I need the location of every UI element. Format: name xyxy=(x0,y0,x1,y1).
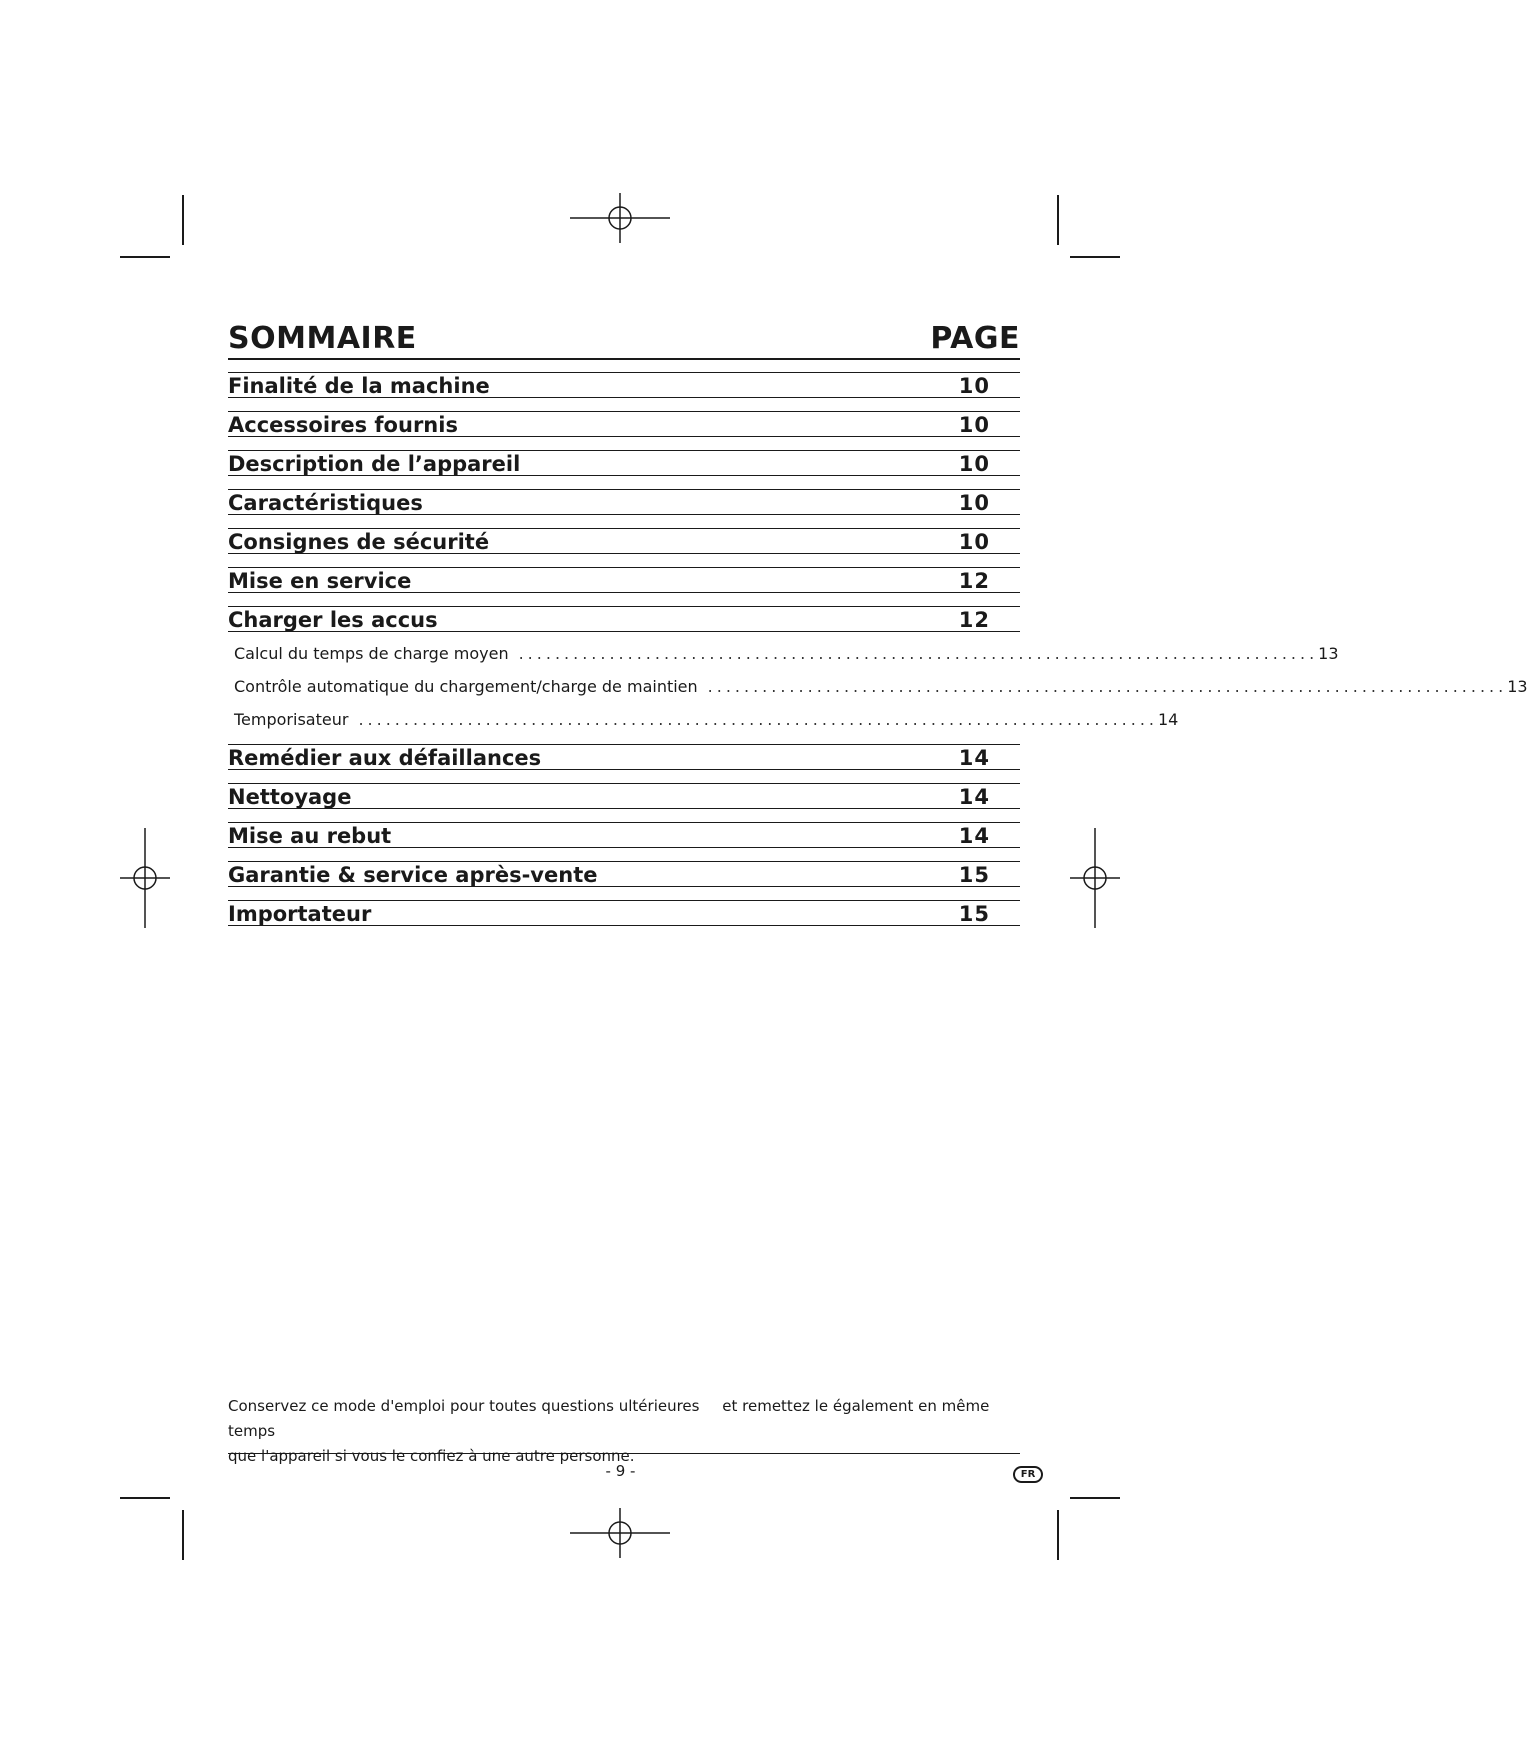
toc-entry[interactable] xyxy=(228,450,1020,476)
table-of-contents xyxy=(228,318,1528,926)
toc-entry-page: 14 xyxy=(958,824,990,848)
footer-note xyxy=(228,1394,1020,1469)
toc-entry[interactable] xyxy=(228,606,1020,632)
toc-entry-page: 10 xyxy=(958,530,990,554)
toc-entry-title: Mise en service xyxy=(228,569,412,593)
footer-note-line-2: que l'appareil si vous le confiez à une autre personne. xyxy=(228,1447,635,1465)
toc-entry-page: 12 xyxy=(958,608,990,632)
crop-mark xyxy=(182,1510,184,1560)
toc-entry[interactable] xyxy=(228,861,1020,887)
toc-page-header: PAGE xyxy=(930,321,1020,356)
toc-entry-page: 10 xyxy=(958,452,990,476)
toc-entry-title: Garantie & service après-vente xyxy=(228,863,598,887)
toc-title: SOMMAIRE xyxy=(228,321,417,356)
registration-mark-icon xyxy=(570,1508,670,1558)
toc-entry-page: 10 xyxy=(958,491,990,515)
toc-entry-page: 15 xyxy=(958,863,990,887)
toc-entry[interactable] xyxy=(228,822,1020,848)
toc-entry[interactable] xyxy=(228,372,1020,398)
registration-mark-icon xyxy=(120,828,170,928)
toc-entry[interactable] xyxy=(228,900,1020,926)
footer-note-part-1: Conservez ce mode d'emploi pour toutes questions ultérieures xyxy=(228,1397,700,1415)
toc-entry-title: Consignes de sécurité xyxy=(228,530,490,554)
toc-subentry-title: Contrôle automatique du chargement/charge de maintien xyxy=(234,677,698,696)
crop-mark xyxy=(182,195,184,245)
toc-entry[interactable] xyxy=(228,528,1020,554)
toc-entry-page: 14 xyxy=(958,746,990,770)
toc-entry-title: Importateur xyxy=(228,902,372,926)
toc-entry[interactable] xyxy=(228,411,1020,437)
toc-entry[interactable] xyxy=(228,744,1020,770)
registration-mark-icon xyxy=(570,193,670,243)
toc-header xyxy=(228,318,1020,360)
registration-mark-icon xyxy=(1070,828,1120,928)
footer-note-line-1 xyxy=(228,1394,1020,1444)
toc-entry-page: 10 xyxy=(958,374,990,398)
crop-mark xyxy=(1057,1510,1059,1560)
language-badge: FR xyxy=(1013,1466,1043,1483)
toc-subentry[interactable] xyxy=(234,707,1179,733)
crop-mark xyxy=(120,1497,170,1499)
footer-rule xyxy=(228,1453,1020,1454)
leader-dots: ........................................................................................ xyxy=(707,677,1508,696)
toc-entry[interactable] xyxy=(228,567,1020,593)
crop-mark xyxy=(120,256,170,258)
toc-entry[interactable] xyxy=(228,489,1020,515)
toc-subentry-page: 13 xyxy=(1507,677,1528,696)
toc-entry-page: 14 xyxy=(958,785,990,809)
toc-subentry-title: Temporisateur xyxy=(234,710,349,729)
toc-entry-page: 12 xyxy=(958,569,990,593)
toc-subentry-page: 14 xyxy=(1158,710,1179,729)
crop-mark xyxy=(1070,1497,1120,1499)
toc-entry-title: Accessoires fournis xyxy=(228,413,458,437)
toc-subentry[interactable] xyxy=(234,641,1339,667)
leader-dots: ........................................................................................ xyxy=(518,644,1319,663)
crop-mark xyxy=(1070,256,1120,258)
toc-entry-title: Finalité de la machine xyxy=(228,374,490,398)
toc-entry-title: Mise au rebut xyxy=(228,824,392,848)
leader-dots: ........................................................................................ xyxy=(358,710,1158,729)
toc-subentry-page: 13 xyxy=(1318,644,1339,663)
toc-entry-title: Remédier aux défaillances xyxy=(228,746,542,770)
toc-entry-page: 10 xyxy=(958,413,990,437)
toc-subentry[interactable] xyxy=(234,674,1528,700)
crop-mark xyxy=(1057,195,1059,245)
toc-entry-title: Nettoyage xyxy=(228,785,352,809)
toc-entry-title: Description de l’appareil xyxy=(228,452,521,476)
toc-subentry-title: Calcul du temps de charge moyen xyxy=(234,644,509,663)
footer-note-part-2: et remettez le également en même temps xyxy=(228,1397,990,1440)
toc-entry-page: 15 xyxy=(958,902,990,926)
toc-entry-title: Charger les accus xyxy=(228,608,438,632)
page-number: - 9 - xyxy=(605,1462,636,1480)
toc-entry[interactable] xyxy=(228,783,1020,809)
toc-entry-title: Caractéristiques xyxy=(228,491,423,515)
